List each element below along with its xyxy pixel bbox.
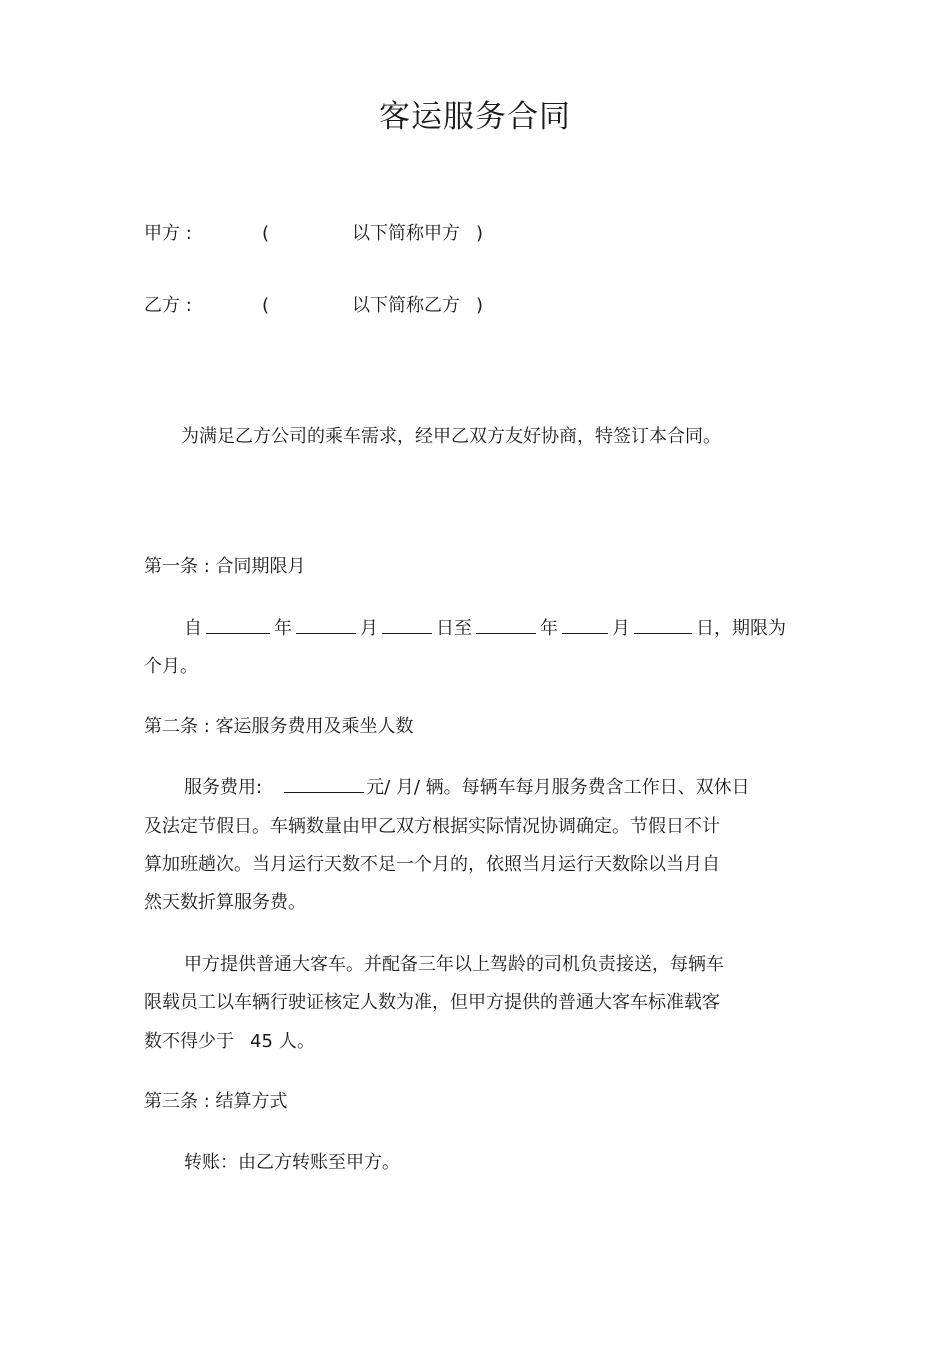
- date-word-year-2: 年: [540, 618, 558, 639]
- blank-start-year: [206, 617, 270, 634]
- blank-end-year: [476, 617, 536, 634]
- date-word-from: 自: [184, 618, 202, 639]
- party-a-close-paren: ): [476, 223, 484, 244]
- preamble: 为满足乙方公司的乘车需求，经甲乙双方友好协商，特签订本合同。: [181, 426, 721, 447]
- bus-last-suffix: 人。: [278, 1031, 315, 1052]
- party-a-alias: 以下简称甲方: [352, 223, 460, 244]
- party-b-open-paren: (: [262, 295, 270, 316]
- date-word-day-to: 日至: [436, 618, 472, 639]
- party-a-open-paren: (: [262, 223, 270, 244]
- bus-line-1: 甲方提供普通大客车。并配备三年以上驾龄的司机负责接送，每辆车: [184, 954, 724, 975]
- service-fee-line: [184, 776, 750, 800]
- blank-start-day: [382, 617, 432, 634]
- article-3-heading: 第三条 : 结算方式: [144, 1091, 288, 1112]
- article-1-heading: 第一条 : 合同期限月: [144, 556, 306, 577]
- bus-last-prefix: 数不得少于: [144, 1031, 234, 1052]
- date-word-day-term: 日，期限为: [696, 618, 786, 639]
- settlement-text: 转账：由乙方转账至甲方。: [184, 1152, 400, 1173]
- contract-title: 客运服务合同: [379, 99, 571, 135]
- fee-line-2: 及法定节假日。车辆数量由甲乙双方根据实际情况协调确定。节假日不计: [144, 816, 720, 837]
- party-a-label: 甲方 :: [144, 223, 192, 244]
- blank-end-month: [562, 617, 608, 634]
- bus-line-2: 限载员工以车辆行驶证核定人数为准，但甲方提供的普通大客车标准载客: [144, 992, 720, 1013]
- party-b-alias: 以下简称乙方: [352, 295, 460, 316]
- article-1-line-2: 个月。: [144, 656, 198, 677]
- date-word-year: 年: [274, 618, 292, 639]
- article-1-date-line: [184, 617, 786, 641]
- article-2-heading: 第二条 : 客运服务费用及乘坐人数: [144, 716, 414, 737]
- blank-end-day: [634, 617, 692, 634]
- fee-prefix: 服务费用:: [184, 777, 263, 798]
- bus-line-3: [144, 1030, 315, 1054]
- fee-line-3: 算加班趟次。当月运行天数不足一个月的，依照当月运行天数除以当月自: [144, 854, 720, 875]
- party-b-label: 乙方 :: [144, 295, 192, 316]
- fee-suffix: 元/ 月/ 辆。每辆车每月服务费含工作日、双休日: [366, 777, 750, 798]
- fee-line-4: 然天数折算服务费。: [144, 892, 306, 913]
- party-b-close-paren: ): [476, 295, 484, 316]
- date-word-month-2: 月: [612, 618, 630, 639]
- blank-start-month: [296, 617, 356, 634]
- date-word-month: 月: [360, 618, 378, 639]
- min-seat-count: 45: [250, 1031, 273, 1052]
- blank-fee-amount: [284, 776, 364, 793]
